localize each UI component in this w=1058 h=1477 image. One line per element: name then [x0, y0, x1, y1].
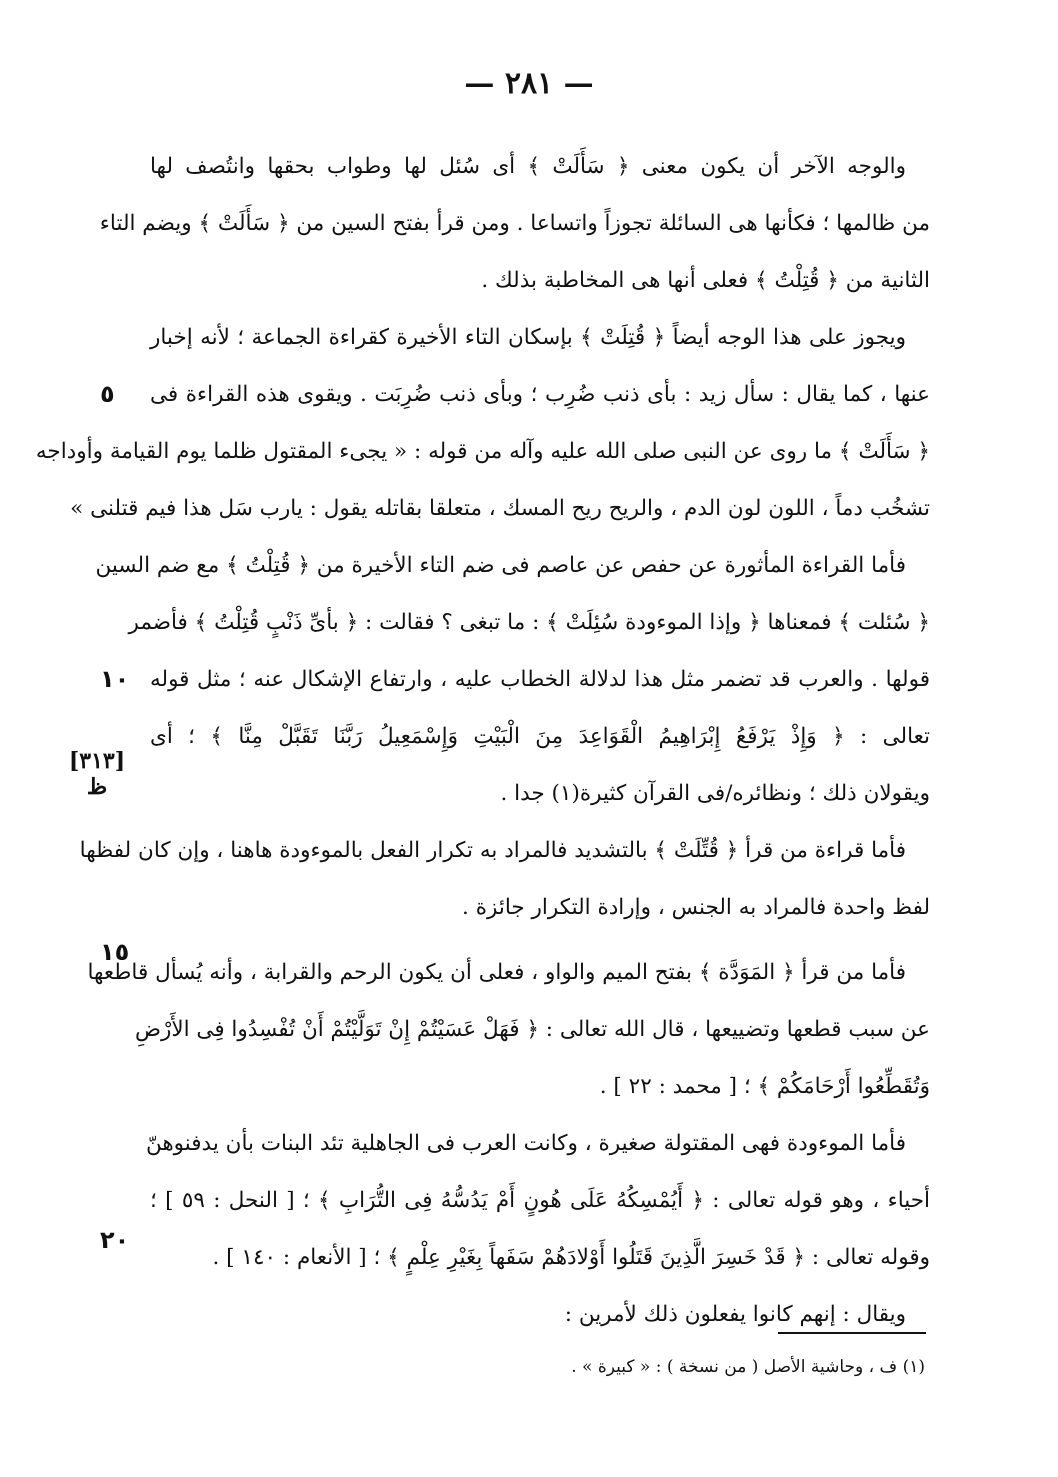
text-line-6: ﴿ سَأَلَتْ ﴾ ما روى عن النبى صلى الله عليه وآله من قوله : « يجىء المقتول ظلما يوم القيامة وأوداجه [35, 439, 930, 464]
text-line-2: من ظالمها ؛ فكأنها هى السائلة تجوزاً واتساعا . ومن قرأ بفتح السين من ﴿ سَأَلَتْ ﴾ ويضم التاء [99, 211, 930, 236]
text-line-16: عن سبب قطعها وتضييعها ، قال الله تعالى : ﴿ فَهَلْ عَسَيْتُمْ إِنْ تَوَلَّيْتُمْ أَنْ تُفْسِدُوا فِى الأَرْضِ [134, 1017, 930, 1042]
footnote-divider [778, 1332, 926, 1334]
text-line-20: وقوله تعالى : ﴿ قَدْ خَسِرَ الَّذِينَ قَتَلُوا أَوْلادَهُمْ سَفَهاً بِغَيْرِ عِلْمٍ ﴾ ؛ [ الأنعام : ١٤٠ ] . [212, 1245, 930, 1270]
text-line-11: تعالى : ﴿ وَإِذْ يَرْفَعُ إِبْرَاهِيمُ الْقَوَاعِدَ مِنَ الْبَيْتِ وَإِسْمَعِيلُ رَبَّنَا تَقَبَّلْ مِنَّا ﴾ ؛ أى [150, 724, 930, 749]
text-line-17: وَتُقَطِّعُوا أَرْحَامَكُمْ ﴾ ؛ [ محمد : ٢٢ ] . [599, 1074, 930, 1099]
text-line-10: قولها . والعرب قد تضمر مثل هذا لدلالة الخطاب عليه ، وارتفاع الإشكال عنه ؛ مثل قوله [150, 667, 930, 692]
text-line-4: ويجوز على هذا الوجه أيضاً ﴿ قُتِلَتْ ﴾ بإسكان التاء الأخيرة كقراءة الجماعة ؛ لأنه إخبار [150, 325, 906, 350]
text-line-5: عنها ، كما يقال : سأل زيد : بأى ذنب ضُرِب ؛ وبأى ذنب ضُرِبَت . ويقوى هذه القراءة فى [150, 382, 930, 407]
text-line-8: فأما القراءة المأثورة عن حفص عن عاصم فى ضم التاء الأخيرة من ﴿ قُتِلْتُ ﴾ مع ضم السين [95, 553, 906, 578]
text-line-12: ويقولان ذلك ؛ ونظائره/فى القرآن كثيرة(١) جدا . [500, 781, 930, 806]
folio-side: ظ [86, 774, 108, 800]
text-line-9: ﴿ سُئلت ﴾ فمعناها ﴿ وإذا الموءودة سُئِلَتْ ﴾ : ما تبغى ؟ فقالت : ﴿ بأىِّ ذَنْبٍ قُتِلْتُ ﴾ فأضمر [128, 610, 930, 635]
manuscript-folio-note [52, 748, 142, 800]
folio-number: [٣١٣] [68, 748, 126, 774]
text-line-13: فأما قراءة من قرأ ﴿ قُتِّلَتْ ﴾ بالتشديد فالمراد به تكرار الفعل بالموءودة هاهنا ، وإن كان لفظها [79, 838, 906, 863]
footnote: (١) ف ، وحاشية الأصل ( من نسخة ) : « كبيرة » . [571, 1357, 925, 1377]
text-line-19: أحياء ، وهو قوله تعالى : ﴿ أَيُمْسِكُهُ عَلَى هُونٍ أَمْ يَدُسُّهُ فِى التُّرَابِ ﴾ ؛ [ النحل : ٥٩ ] ؛ [150, 1188, 930, 1213]
line-number-5: ٥ [100, 380, 115, 408]
text-line-3: الثانية من ﴿ قُتِلْتُ ﴾ فعلى أنها هى المخاطبة بذلك . [481, 268, 930, 293]
line-number-10: ١٠ [100, 665, 130, 693]
text-line-14: لفظ واحدة فالمراد به الجنس ، وإرادة التكرار جائزة . [462, 895, 930, 920]
text-line-7: تشخُب دماً ، اللون لون الدم ، والريح ريح المسك ، متعلقا بقاتله يقول : يارب سَل هذا فيم قتلنى » [70, 496, 930, 521]
text-line-15: فأما من قرأ ﴿ المَوَدَّة ﴾ بفتح الميم والواو ، فعلى أن يكون الرحم والقرابة ، وأنه يُسأل قاطعها [87, 960, 906, 985]
line-number-15: ١٥ [100, 938, 130, 966]
page-number: — ٢٨١ — [464, 66, 594, 101]
text-line-21: ويقال : إنهم كانوا يفعلون ذلك لأمرين : [564, 1302, 906, 1327]
text-line-18: فأما الموءودة فهى المقتولة صغيرة ، وكانت العرب فى الجاهلية تئد البنات بأن يدفنوهنّ [145, 1131, 906, 1156]
line-number-20: ٢٠ [100, 1226, 130, 1254]
text-line-1: والوجه الآخر أن يكون معنى ﴿ سَأَلَتْ ﴾ أى سُئل لها وطواب بحقها وانتُصف لها [150, 154, 906, 179]
